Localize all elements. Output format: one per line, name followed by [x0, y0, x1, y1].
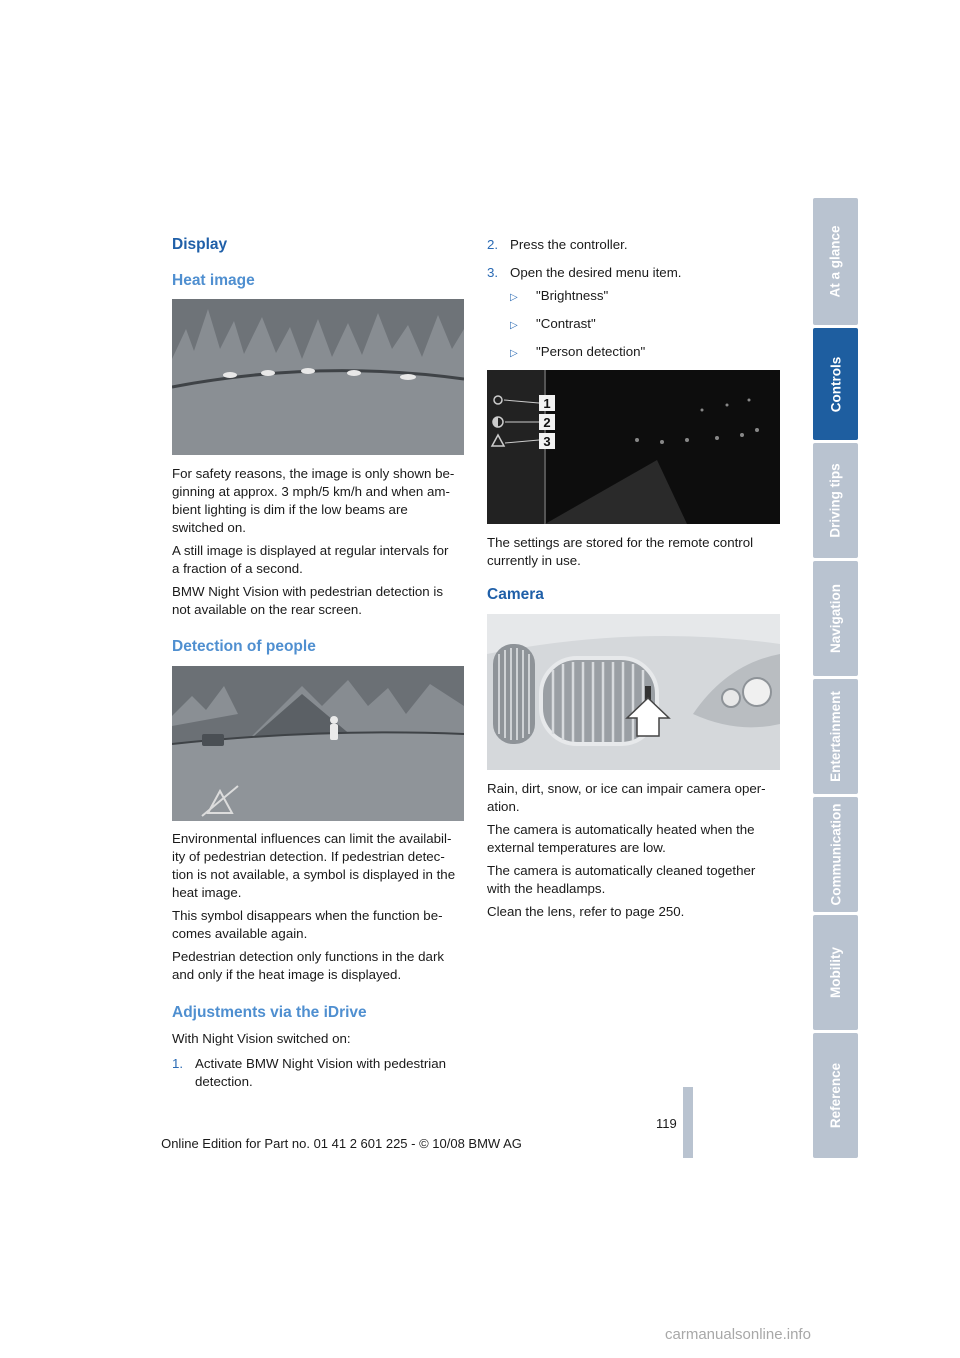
- heat-para-1-line-2: ginning at approx. 3 mph/5 km/h and when am-: [172, 484, 450, 499]
- detection-image-figure: [172, 666, 464, 821]
- step-1-number: 1.: [172, 1056, 184, 1071]
- step-1-line-1: Activate BMW Night Vision with pedestrian: [195, 1056, 447, 1071]
- tab-driving-tips[interactable]: [813, 443, 858, 558]
- camera-para-2-line-2: external temperatures are low.: [487, 840, 666, 855]
- camera-para-1-line-1: Rain, dirt, snow, or ice can impair camera oper-: [487, 781, 766, 796]
- menu-image-figure: [487, 370, 780, 524]
- step-3-number: 3.: [487, 265, 499, 280]
- heading-adjustments: Adjustments via the iDrive: [172, 1004, 367, 1021]
- step-1-line-2: detection.: [195, 1074, 253, 1089]
- step-2-number: 2.: [487, 237, 499, 252]
- camera-para-2-line-1: The camera is automatically heated when the: [487, 822, 755, 837]
- step-2-text: Press the controller.: [510, 237, 628, 252]
- tab-communication[interactable]: [813, 797, 858, 912]
- tab-reference[interactable]: [813, 1033, 858, 1158]
- camera-para-3-line-2: with the headlamps.: [487, 881, 606, 896]
- watermark: carmanualsonline.info: [665, 1326, 811, 1343]
- tab-navigation[interactable]: [813, 561, 858, 676]
- settings-line-1: The settings are stored for the remote control: [487, 535, 754, 550]
- people-para-1-line-4: heat image.: [172, 885, 242, 900]
- bullet-triangle-icon: ▷: [510, 292, 518, 303]
- tab-label: Driving tips: [828, 463, 844, 538]
- people-para-1-line-2: ity of pedestrian detection. If pedestrian detec-: [172, 849, 445, 864]
- tab-mobility[interactable]: [813, 915, 858, 1030]
- heading-display: Display: [172, 236, 228, 253]
- heading-camera: Camera: [487, 586, 544, 603]
- people-para-1-line-1: Environmental influences can limit the availabil-: [172, 831, 452, 846]
- people-para-2-line-2: comes available again.: [172, 926, 308, 941]
- bullet-triangle-icon: ▷: [510, 348, 518, 359]
- people-para-3-line-2: and only if the heat image is displayed.: [172, 967, 402, 982]
- tab-label: Communication: [828, 803, 844, 906]
- menu-label-2: 2: [543, 415, 551, 430]
- people-para-2-line-1: This symbol disappears when the function be-: [172, 908, 443, 923]
- heat-image-figure: [172, 299, 464, 455]
- tab-label: Entertainment: [828, 691, 844, 782]
- page-number-bar: [683, 1087, 693, 1158]
- camera-image-figure: [487, 614, 780, 770]
- heat-para-2-line-2: a fraction of a second.: [172, 561, 303, 576]
- bullet-triangle-icon: ▷: [510, 320, 518, 331]
- tab-entertainment[interactable]: [813, 679, 858, 794]
- bullet-brightness: "Brightness": [536, 288, 609, 303]
- tab-label: At a glance: [828, 225, 843, 298]
- heat-para-1-line-4: switched on.: [172, 520, 246, 535]
- heading-heat-image: Heat image: [172, 272, 255, 289]
- heat-para-1-line-1: For safety reasons, the image is only shown be-: [172, 466, 455, 481]
- menu-label-1: 1: [543, 396, 551, 411]
- people-para-1-line-3: tion is not available, a symbol is displayed in the: [172, 867, 456, 882]
- camera-para-4: Clean the lens, refer to page 250.: [487, 904, 685, 919]
- tab-label: Mobility: [828, 947, 843, 998]
- footer-edition: Online Edition for Part no. 01 41 2 601 225 - © 10/08 BMW AG: [161, 1136, 522, 1151]
- menu-label-3: 3: [543, 434, 551, 449]
- tab-label: Controls: [828, 356, 843, 412]
- people-para-3-line-1: Pedestrian detection only functions in the dark: [172, 949, 445, 964]
- heading-detection-of-people: Detection of people: [172, 638, 316, 655]
- adjust-intro: With Night Vision switched on:: [172, 1031, 351, 1046]
- heat-para-2-line-1: A still image is displayed at regular intervals for: [172, 543, 449, 558]
- camera-para-1-line-2: ation.: [487, 799, 520, 814]
- bullet-person-detection: "Person detection": [536, 344, 646, 359]
- heat-para-1-line-3: bient lighting is dim if the low beams are: [172, 502, 408, 517]
- bullet-contrast: "Contrast": [536, 316, 596, 331]
- step-3-text: Open the desired menu item.: [510, 265, 682, 280]
- tab-label: Reference: [828, 1062, 844, 1129]
- page-number: 119: [656, 1116, 677, 1131]
- heat-para-3-line-2: not available on the rear screen.: [172, 602, 362, 617]
- tab-at-a-glance[interactable]: [813, 198, 858, 325]
- camera-para-3-line-1: The camera is automatically cleaned together: [487, 863, 756, 878]
- settings-line-2: currently in use.: [487, 553, 581, 568]
- heat-para-3-line-1: BMW Night Vision with pedestrian detection is: [172, 584, 443, 599]
- tab-controls[interactable]: [813, 328, 858, 440]
- tab-label: Navigation: [828, 583, 844, 654]
